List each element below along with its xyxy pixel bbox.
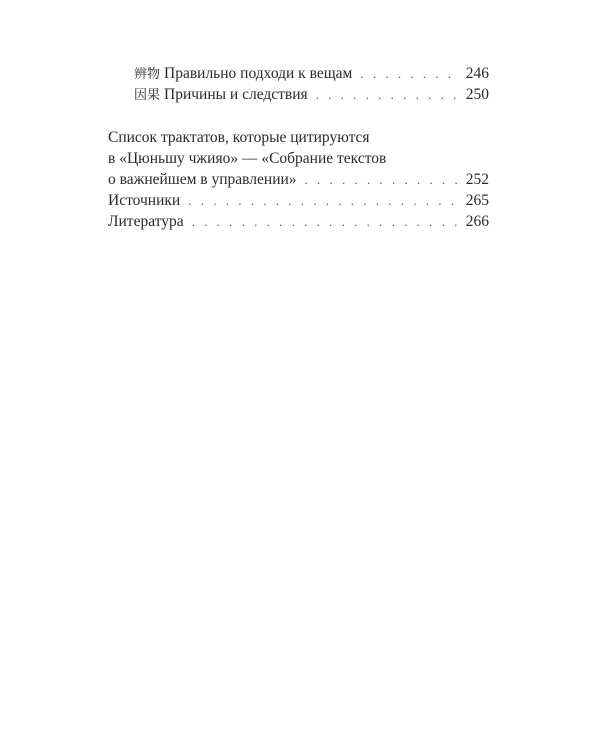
toc-entry-title-line-1: Список трактатов, которые цитируются xyxy=(108,129,370,146)
toc-entry-sub-1[interactable] xyxy=(108,63,489,84)
toc-entry-title-line-2: в «Цюньшу чжияо» — «Собрание текстов xyxy=(108,150,387,167)
toc-entry-treatises[interactable] xyxy=(108,127,489,190)
toc-entry-title: Литература xyxy=(108,213,184,230)
toc-entry-literature[interactable] xyxy=(108,211,489,232)
toc-entry-page: 266 xyxy=(465,213,489,230)
dot-leader xyxy=(360,63,457,84)
toc-entry-sub-2[interactable] xyxy=(108,84,489,105)
toc-entry-page: 265 xyxy=(465,192,489,209)
toc-entry-title: Источники xyxy=(108,192,181,209)
toc-entry-hanzi: 因果 xyxy=(134,88,161,103)
toc-entry-page: 252 xyxy=(465,171,489,188)
toc-entry-sources[interactable] xyxy=(108,190,489,211)
dot-leader xyxy=(192,211,457,232)
toc-entry-title-line-3: о важнейшем в управлении» xyxy=(108,171,297,188)
section-gap xyxy=(108,105,489,127)
dot-leader xyxy=(188,190,457,211)
toc-entry-title: Правильно подходи к вещам xyxy=(164,65,353,82)
dot-leader xyxy=(305,169,457,190)
dot-leader xyxy=(316,84,457,105)
toc-entry-page: 246 xyxy=(465,65,489,82)
table-of-contents xyxy=(108,63,489,232)
toc-entry-page: 250 xyxy=(465,86,489,103)
toc-entry-title: Причины и следствия xyxy=(164,86,308,103)
toc-entry-title-line-3-row xyxy=(108,169,489,190)
toc-entry-hanzi: 辨物 xyxy=(134,67,161,82)
